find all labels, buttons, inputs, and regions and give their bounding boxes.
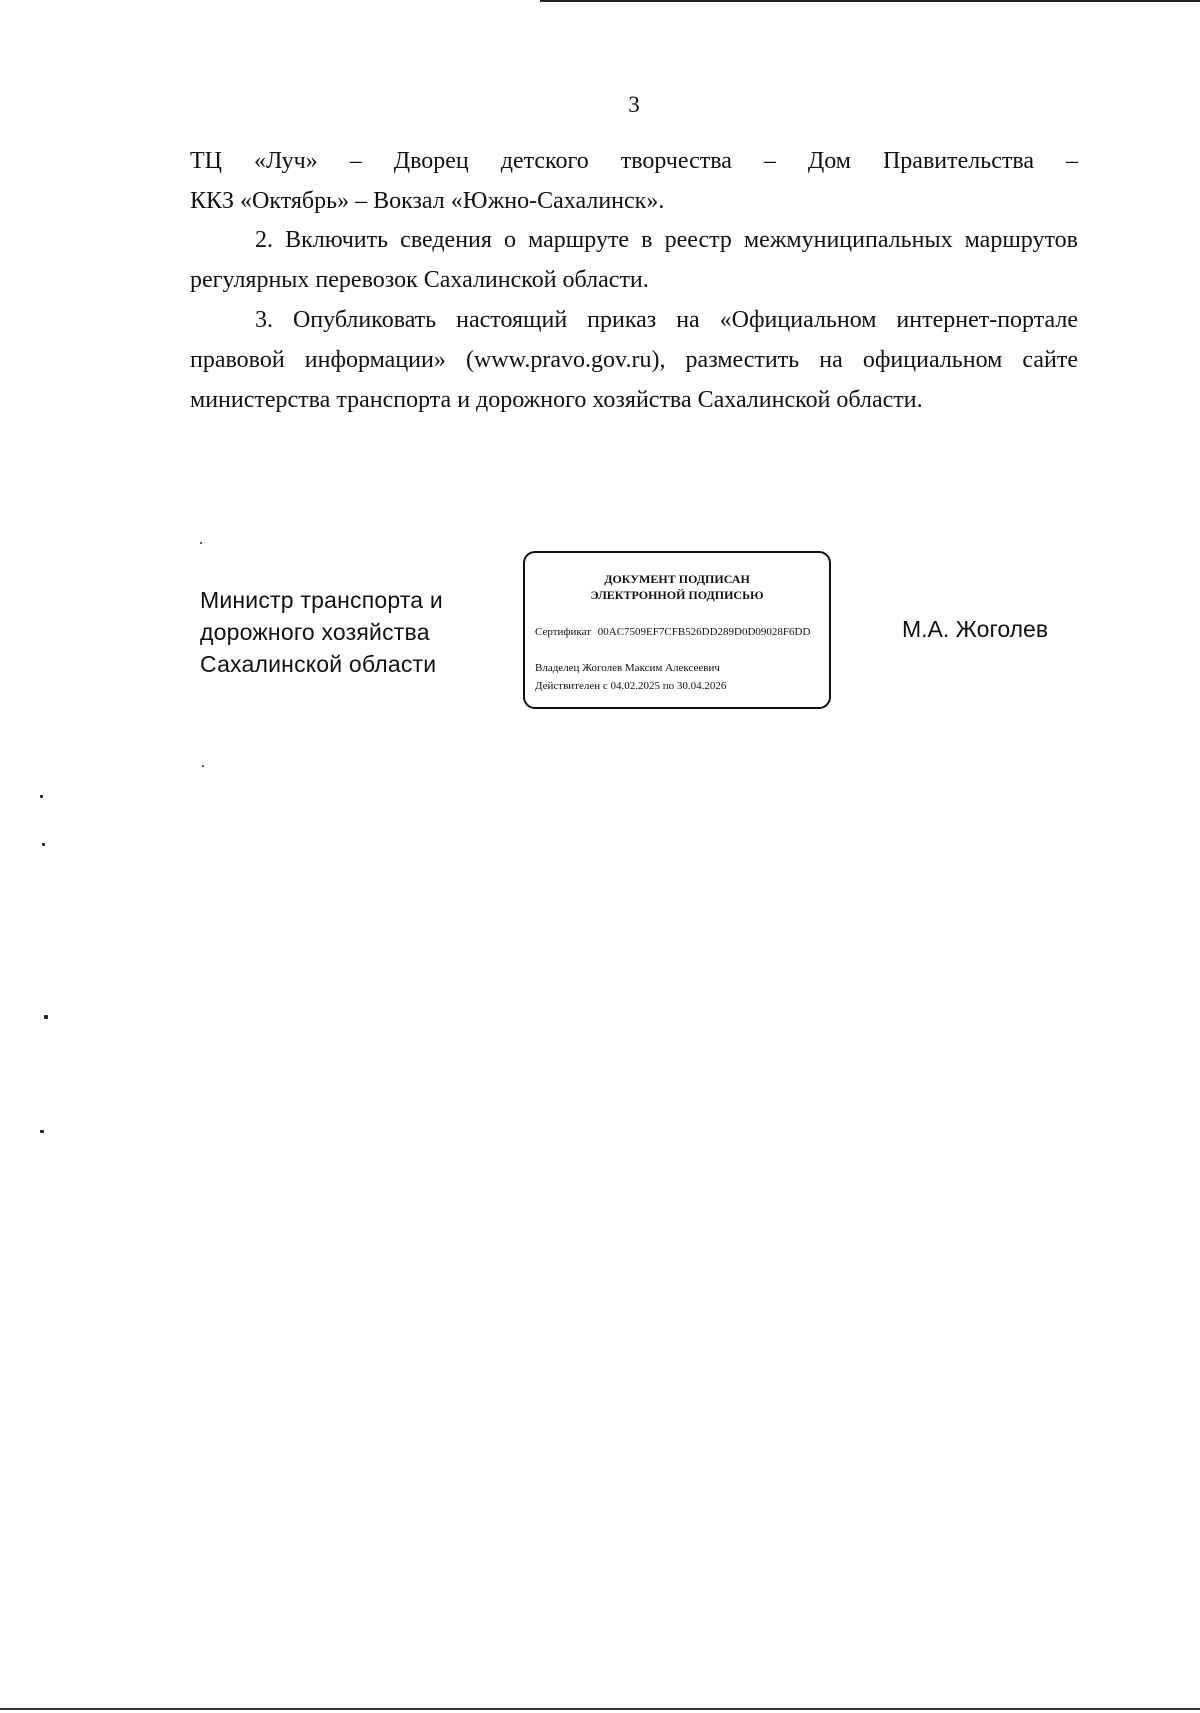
signer-title-line-1: Министр транспорта и: [200, 587, 443, 613]
scan-edge-bottom: [0, 1708, 1200, 1710]
scan-edge-top: [540, 0, 1200, 2]
signer-name: М.А. Жоголев: [902, 616, 1049, 642]
route-continuation-paragraph: [190, 141, 1078, 221]
scan-speck: [202, 765, 204, 767]
scan-speck: [44, 1015, 48, 1019]
stamp-owner: Владелец Жоголев Максим Алексеевич: [535, 662, 720, 674]
signer-title-line-2: дорожного хозяйства: [200, 619, 430, 645]
signer-title: [200, 584, 490, 680]
page-number: 3: [628, 92, 640, 117]
route-line-1: ТЦ «Луч» – Дворец детского творчества – Дом Правительства –: [190, 148, 1078, 174]
scan-speck: [40, 795, 43, 798]
stamp-certificate: [535, 625, 825, 640]
stamp-heading: [525, 571, 829, 603]
scan-speck: [42, 843, 45, 846]
scan-speck: [200, 542, 202, 544]
registry-paragraph: 2. Включить сведения о маршруте в реестр межмуниципальных маршрутов регулярных перевозок Сахалинской области.: [190, 227, 1078, 293]
stamp-heading-line-2: ЭЛЕКТРОННОЙ ПОДПИСЬЮ: [590, 588, 764, 602]
stamp-certificate-label: Сертификат: [535, 626, 591, 638]
scan-speck: [40, 1130, 44, 1133]
stamp-heading-line-1: ДОКУМЕНТ ПОДПИСАН: [604, 572, 750, 586]
signer-title-line-3: Сахалинской области: [200, 651, 437, 677]
stamp-validity: Действителен с 04.02.2025 по 30.04.2026: [535, 680, 727, 692]
publication-paragraph: 3. Опубликовать настоящий приказ на «Официальном интернет-портале правовой информации» (www.pravo.gov.ru), разместить на официальном сайте министерства транспорта и дорожного хозяйства Сахалинской области.: [190, 307, 1078, 413]
electronic-signature-stamp: [523, 551, 831, 709]
stamp-certificate-value: 00AC7509EF7CFB526DD289D0D09028F6DD: [597, 626, 811, 638]
route-line-2: ККЗ «Октябрь» – Вокзал «Южно-Сахалинск».: [190, 188, 665, 214]
